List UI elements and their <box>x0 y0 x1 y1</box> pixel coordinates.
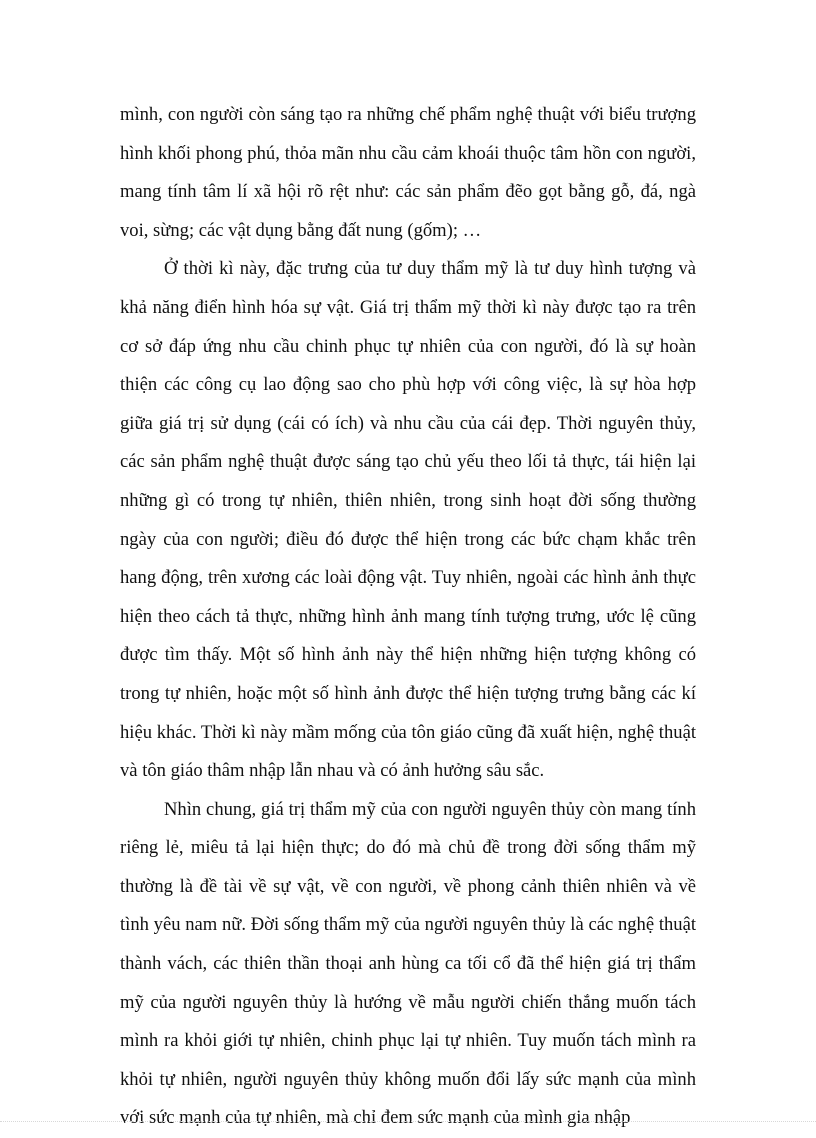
page-bottom-divider <box>0 1121 816 1122</box>
paragraph-continuation: mình, con người còn sáng tạo ra những chế phẩm nghệ thuật với biểu trượng hình khối phong phú, thỏa mãn nhu cầu cảm khoái thuộc tâm hồn con người, mang tính tâm lí xã hội rõ rệt như: các sản phẩm đẽo gọt bằng gỗ, đá, ngà voi, sừng; các vật dụng bằng đất nung (gốm); … <box>120 104 696 241</box>
body-text <box>120 96 696 1138</box>
paragraph-aesthetic-thinking: Ở thời kì này, đặc trưng của tư duy thẩm mỹ là tư duy hình tượng và khả năng điển hình hóa sự vật. Giá trị thẩm mỹ thời kì này được tạo ra trên cơ sở đáp ứng nhu cầu chinh phục tự nhiên của con người, đó là sự hoàn thiện các công cụ lao động sao cho phù hợp với công việc, là sự hòa hợp giữa giá trị sử dụng (cái có ích) và nhu cầu của cái đẹp. Thời nguyên thủy, các sản phẩm nghệ thuật được sáng tạo chủ yếu theo lối tả thực, tái hiện lại những gì có trong tự nhiên, thiên nhiên, trong sinh hoạt đời sống thường ngày của con người; điều đó được thể hiện trong các bức chạm khắc trên hang động, trên xương các loài động vật. Tuy nhiên, ngoài các hình ảnh thực hiện theo cách tả thực, những hình ảnh mang tính tượng trưng, ước lệ cũng được tìm thấy. Một số hình ảnh này thể hiện những hiện tượng không có trong tự nhiên, hoặc một số hình ảnh được thể hiện tượng trưng bằng các kí hiệu khác. Thời kì này mầm mống của tôn giáo cũng đã xuất hiện, nghệ thuật và tôn giáo thâm nhập lẫn nhau và có ảnh hưởng sâu sắc. <box>120 258 696 782</box>
paragraph-overview: Nhìn chung, giá trị thẩm mỹ của con người nguyên thủy còn mang tính riêng lẻ, miêu tả lại hiện thực; do đó mà chủ đề trong đời sống thẩm mỹ thường là đề tài về sự vật, về con người, về phong cảnh thiên nhiên và về tình yêu nam nữ. Đời sống thẩm mỹ của người nguyên thủy là các nghệ thuật thành vách, các thiên thần thoại anh hùng ca tối cổ đã thể hiện giá trị thẩm mỹ của người nguyên thủy là hướng về mẫu người chiến thắng muốn tách mình ra khỏi giới tự nhiên, chinh phục lại tự nhiên. Tuy muốn tách mình ra khỏi tự nhiên, người nguyên thủy không muốn đổi lấy sức mạnh của mình với sức mạnh của tự nhiên, mà chỉ đem sức mạnh của mình gia nhập <box>120 798 696 1129</box>
